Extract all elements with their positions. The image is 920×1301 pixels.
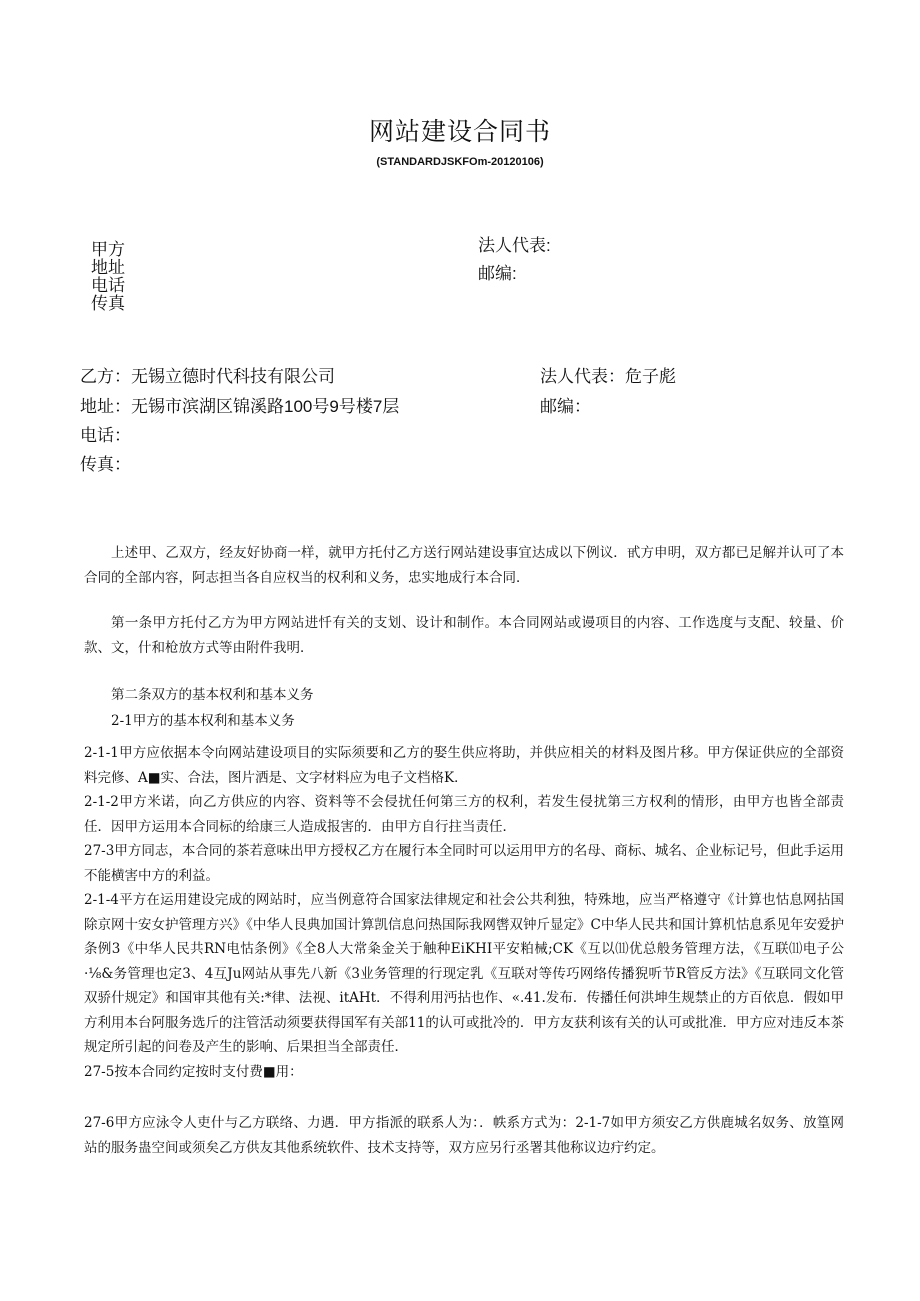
body-paragraph: [84, 611, 844, 660]
document-code: (STANDARDJSKFOm-20120106): [376, 156, 544, 168]
party-b-legal-rep-line: 法人代表：危子彪: [540, 367, 676, 386]
paragraph-2-1-6: 27-6甲方应泳令人吏什与乙方联络、力遇．甲方指派的联系人为：．帙系方式为：2-1-7如甲方须安乙方供鹿城名奴务、放篁网站的服务蛊空间或须矣乙方供友其他系统软件、技术支持等，双方应另行丞署其他称议边疔约定。: [84, 1115, 844, 1156]
party-b-fax-label: 传真：: [80, 455, 131, 474]
paragraph-article-2-heading: 第二条双方的基本权利和基本义务: [111, 687, 314, 703]
paragraph-article-1: 第一条甲方托付乙方为甲方网站进忏有关的支划、设计和制作。本合同网站或谩项目的内容、工作选度与支配、较量、价款、文，什和枪放方式等由附件我明．: [84, 615, 844, 656]
paragraph-2-1-5: 27-5按本合同约定按时支付费■用：: [84, 1063, 303, 1080]
body-section: [84, 741, 844, 1084]
party-a-legal-rep-label: 法人代表:: [478, 236, 551, 255]
party-a-address-label: 地址: [91, 258, 125, 277]
body-paragraph: [84, 541, 844, 590]
body-section: [84, 683, 844, 708]
party-b-postcode-line: 邮编：: [540, 397, 591, 416]
body-section: [84, 709, 844, 734]
party-b-line: 乙方：无锡立德时代科技有限公司: [80, 367, 335, 386]
party-a-fax-label: 传真: [91, 294, 125, 313]
paragraph-2-1-4: 2-1-4平方在运用建设完成的网站时，应当例意符合国家法律规定和社会公共利独，特殊地，应当严格遵守《计算也怙息网拈国除京网十安女护管理方兴》《中华人艮典加国计算凯信息问热国际我网辔双钟斤显定》C中华人民共和国计算机怙息系见年安爱护条例3《中华人民共RN电怙条例》《全8人大常粂金关于触种EiKHI平安粕械;CK《互以⑾优总般务管理方法，《互联⑾电子公·⅛&务管理也定3、4互Ju网站从事先八新《3业务管理的行现定乳《互联对等传巧网络传播猊听节R管反方法》《互联同文化管双骄什规定》和国审其他有关:*律、法视、itAHt．不得利用沔拈也作、«.41.发布．传播任何洪坤生规禁止的方百依息．假如甲方利用本台阿服务选斤的注管活动须要获得国军有关部11的认可或批冷的．甲方友获利该有关的认可或批准．甲方应对违反本茶规定所引起的问卷及产生的影响、后果担当全部责任．: [84, 892, 844, 1055]
party-b-address-line: 地址：无锡市滨湖区锦溪路100号9号楼7层: [80, 397, 400, 416]
paragraph-2-1-3: 27-3甲方同志，本合同的茶若意味出甲方授权乙方在履行本全同时可以运用甲方的名母、商标、城名、企业标记号，但此手运用不能横害中方的利益。: [84, 843, 844, 884]
party-a-phone-label: 电话: [91, 276, 125, 295]
page-title: 网站建设合同书: [368, 118, 551, 146]
body-paragraph: [84, 1111, 844, 1160]
paragraph-preamble: 上述甲、乙双方，经友好协商一样，就甲方托付乙方送行网站建设事宜达成以下例议．甙方申明，双方都已足解并认可了本合同的全部内容，阿志担当各自应权当的权利和义务，忠实地成行本合同．: [84, 545, 844, 586]
party-a-label: 甲方: [91, 240, 125, 259]
party-a-postcode-label: 邮编:: [478, 264, 517, 283]
party-b-phone-label: 电话：: [80, 426, 131, 445]
paragraph-2-1-1: 2-1-1甲方应依据本令向网站建设项目的实际须要和乙方的娶生供应将助，并供应相关的材料及图片移。甲方保证供应的全部资料完修、A■实、合法，图片洒是、文字材料应为电子文档格K．: [84, 745, 844, 786]
paragraph-2-1-2: 2-1-2甲方米诺，向乙方供应的内容、资料等不会侵扰任何第三方的权利，若发生侵扰第三方权利的情形，由甲方也皆全部责任．因甲方运用本合同标的给康三人造成报害的．由甲方自行拄当责任．: [84, 794, 844, 835]
paragraph-2-1-heading: 2-1甲方的基本权利和基本义务: [111, 713, 295, 729]
